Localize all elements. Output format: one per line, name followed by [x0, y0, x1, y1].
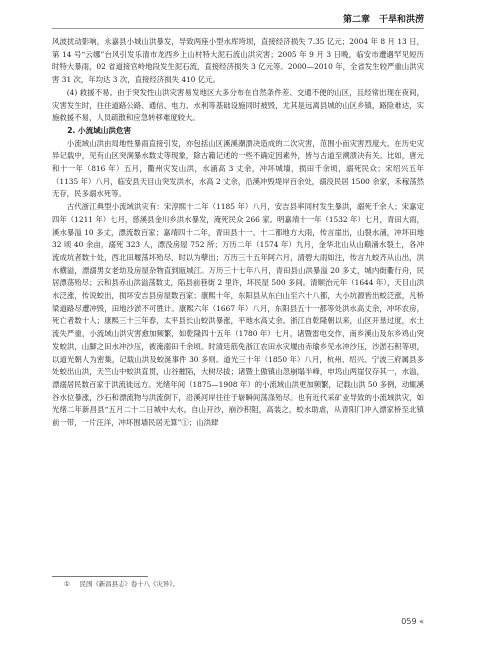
page-number: 059 «: [401, 617, 424, 626]
footnote-text: 民国《新昌县志》卷十八《灾异》。: [79, 580, 179, 588]
header-divider: [52, 28, 424, 29]
footnote-divider: [52, 576, 148, 577]
paragraph-intro: 风波扰动影响，永嘉县小城山洪暴发，导致两座小型水库垮坝，直接经济损失 7.35 亿元；2004 年 8 月 13 日，第 14 号“云娜”台风引发乐清市龙西乡上山村特大泥石流山洪灾害；2005 年 9 月 3 日晚，临安市遭遇罕见短历时特大暴雨，02 省道接官岭地段发生泥石流，直接经济损失 3 亿元等。2000—2010 年，全省发生较严重山洪灾害 31 次，年均达 3 次，直接经济损失 410 亿元。: [52, 37, 424, 85]
paragraph-rescue: (4) 救援不易。由于突发性山洪灾害易发地区大多分布在自然条件差、交通不便的山区，且经常出现在夜间，灾害发生时，往往道路公路、通信、电力、水利等基础设施同时被毁，尤其是远离县城的山区乡镇，路险难达，实施救援不易，人员疏散和应急转移难度较大。: [52, 87, 424, 123]
section-heading: 2. 小流域山洪危害: [67, 125, 132, 135]
chapter-title: 第二章 干旱和洪涝: [342, 15, 424, 25]
footnote-mark: ①: [64, 580, 70, 588]
paragraph-section-intro: 小流域山洪由局地性暴雨直接引发，亦包括山区溪溪潮溃决造成的二次灾害，范围小而灾害烈度大。在历史灾异记载中，见有山区突涧暴水数丈等现象，除古籍记述的一些不确定因素外，皆与古道至溯溃决有关。比如，唐元和十一年（816 年）五月，衢州灾发山洪，水涌高 3 丈余，冲坏城墙，损田千余顷，溺死民众；宋绍兴五年（1135 年）八月，临安县天目山突发洪水，水高 2 丈余，沿溪冲毁堤岸百余处，溺没民居 1500 余家，禾稼荡然无存，民多溺水死等。: [52, 138, 424, 199]
footnote: [64, 580, 179, 589]
page-header: [0, 0, 480, 40]
paragraph-history: 古代浙江典型小流域洪灾有：宋淳熙十二年（1185 年）八月，安吉县率同村发生暴洪，溺死千余人；宋嘉定四年（1211 年）七月，慈溪县金川乡洪水暴发，淹死民众 266 家。明嘉靖十一年（1532 年）七月，青田大雨，溪水暴溢 10 多丈，漂流数百家；嘉靖四十二年，青田县十一、十二都地方大雨，传言崖出，山裂水涌，冲坏田地 32 顷 40 余亩，溺死 323 人，漂没房屋 752 所；万历二年（1574 年）九月，金华北山从山巅涌水裂土，各冲流成坑者数十处，西北田堰荡坏殆尽，时以为孽出；万历三十五年阿六月，清碧大雨如注，传言九蛟齐从山出，洪水横溢，漂溺男女老幼及房屋杂物直到瓯城江。万历三十七年八月，青田县山洪暴溢 20 多丈，城内街衢行舟，民居漂荡殆尽；云和县赤山洪溢荡数丈，陷县前巷街 2 里许，坏民屋 500 多间。清顺治元年（1644 年），天目山洪水泛涨，传说蛟出，损坏安吉县房屋数百家；康熙十年，东阳县从东白山至六十八都，大小坑源皆出蛟泛涨，凡桥梁道路尽遭冲毁，田地沙淤不可胜计。康熙六年（1667 年）八月，东阳县五十一都等处洪水高丈余，冲坏农房，死亡者数十人；康熙三十三年春，太平县长山蛟洪暴涨，平地水高丈余。浙江自乾隆朝以来，山区开垦过度，水土流失严重，小流域山洪灾害愈加频繁，如乾隆四十五年（1780 年）七月，诸暨雷电交作，南乡溪山及东乡鸡山突发蛟洪，山脚之田水冲沙压，被淹溺田千余顷。时清廷筋免浙江农田水灾堰由赤瑜乡见水冲沙压，沙淤石积等项，以道光朝人为密集，记载山洪及蛟涎事件 30 多则。道光三十年（1850 年）八月，杭州、绍兴、宁波三府属县多处蛟出山洪，天竺山中蛟洪直贯，山谷摧陷，大树尽拔；诸暨上傲镇山忽崩塌半峰，申坞山两崖仅存其一，水溢，漂溺居民数百家于洪流徙远方。光绪年间（1875—1908 年）的小流域山洪更加频繁，记载山洪 50 多例，动辄溪谷水位暴涨，沙石和漂流物与洪流倒下，沿溪河岸往往于崭瞬间荡涤殆尽。也有近代采矿业导致的小流域洪灾，如光绪二年新昌县“五月二十二日城中大水。自山开沙，崩沙积阻，高装之，蛟水助虐，从青阳门冲入漂家桥至北镇前一带，一片汪洋，冲坏围墙民居无算”①；山洪肆: [52, 202, 424, 428]
page-body: [52, 36, 424, 430]
